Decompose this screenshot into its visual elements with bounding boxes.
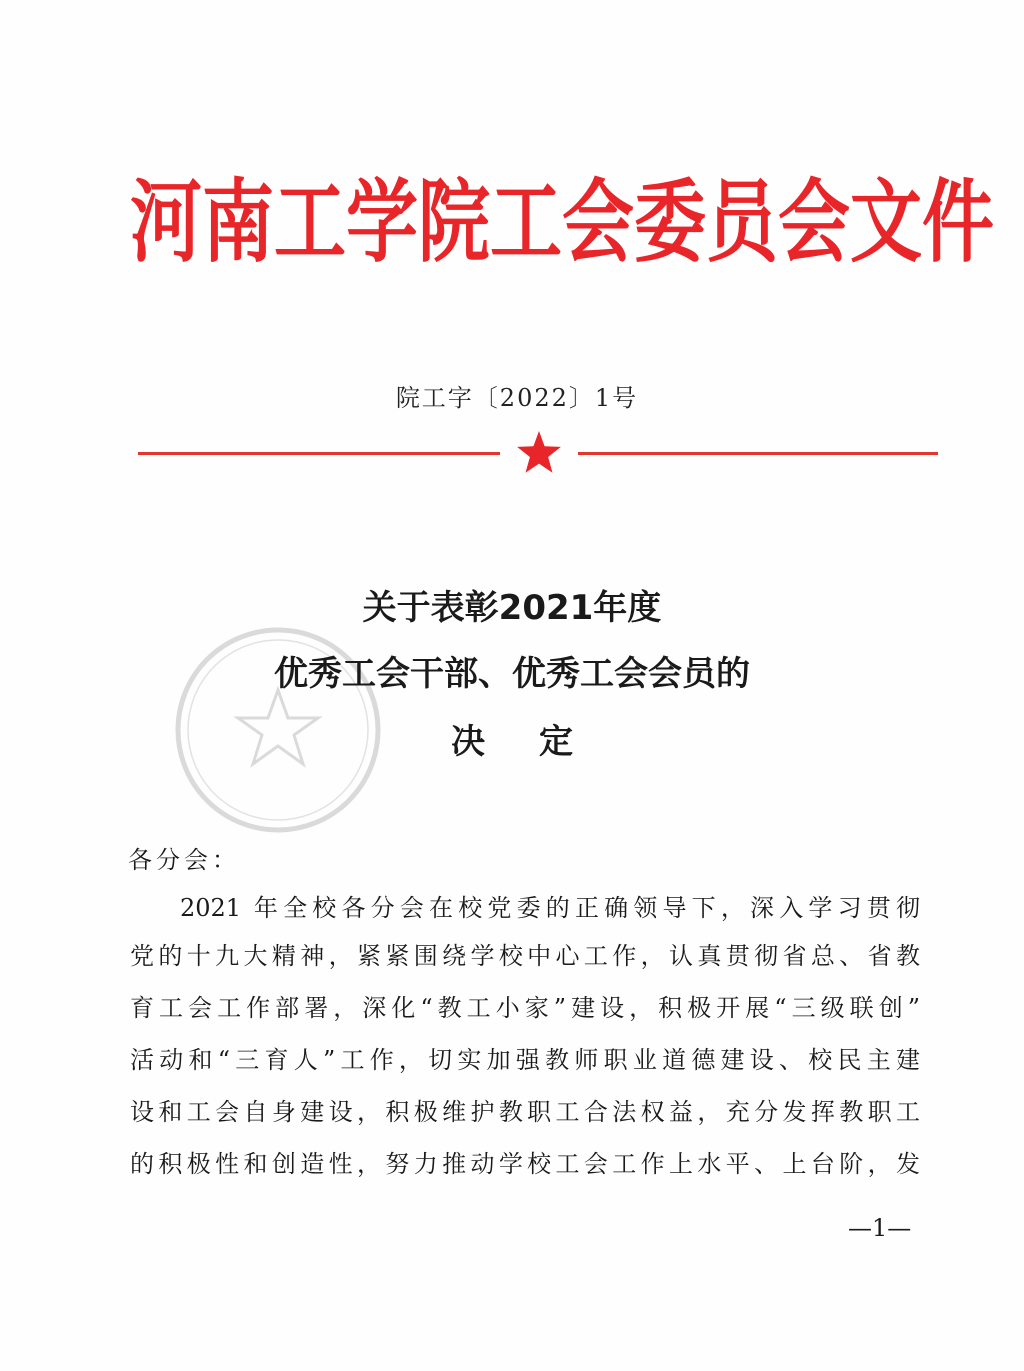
body-line-6: 的积极性和创造性，努力推动学校工会工作上水平、上台阶，发 [130, 1150, 920, 1178]
decision-title-line-1: 关于表彰2021年度 [362, 588, 662, 628]
decision-title-line-3: 决定 [451, 722, 627, 762]
star-icon [515, 428, 563, 476]
salutation: 各分会： [128, 846, 240, 874]
issuer-header-title: 河南工学院工会委员会文件 [130, 168, 995, 275]
body-line-1: 2021 年全校各分会在校党委的正确领导下，深入学习贯彻 [180, 894, 920, 922]
page-number: —1— [848, 1214, 912, 1242]
star-shape [517, 431, 561, 473]
body-line-2: 党的十九大精神，紧紧围绕学校中心工作，认真贯彻省总、省教 [130, 942, 920, 970]
document-number: 院工字〔2022〕1号 [395, 384, 639, 412]
body-line-5: 设和工会自身建设，积极维护教职工合法权益，充分发挥教职工 [130, 1098, 920, 1126]
body-line-4: 活动和“三育人”工作，切实加强教师职业道德建设、校民主建 [130, 1046, 920, 1074]
header-divider-left [138, 452, 500, 455]
decision-title-line-2: 优秀工会干部、优秀工会会员的 [274, 654, 750, 694]
body-line-3: 育工会工作部署，深化“教工小家”建设，积极开展“三级联创” [130, 994, 920, 1022]
header-divider-right [578, 452, 938, 455]
